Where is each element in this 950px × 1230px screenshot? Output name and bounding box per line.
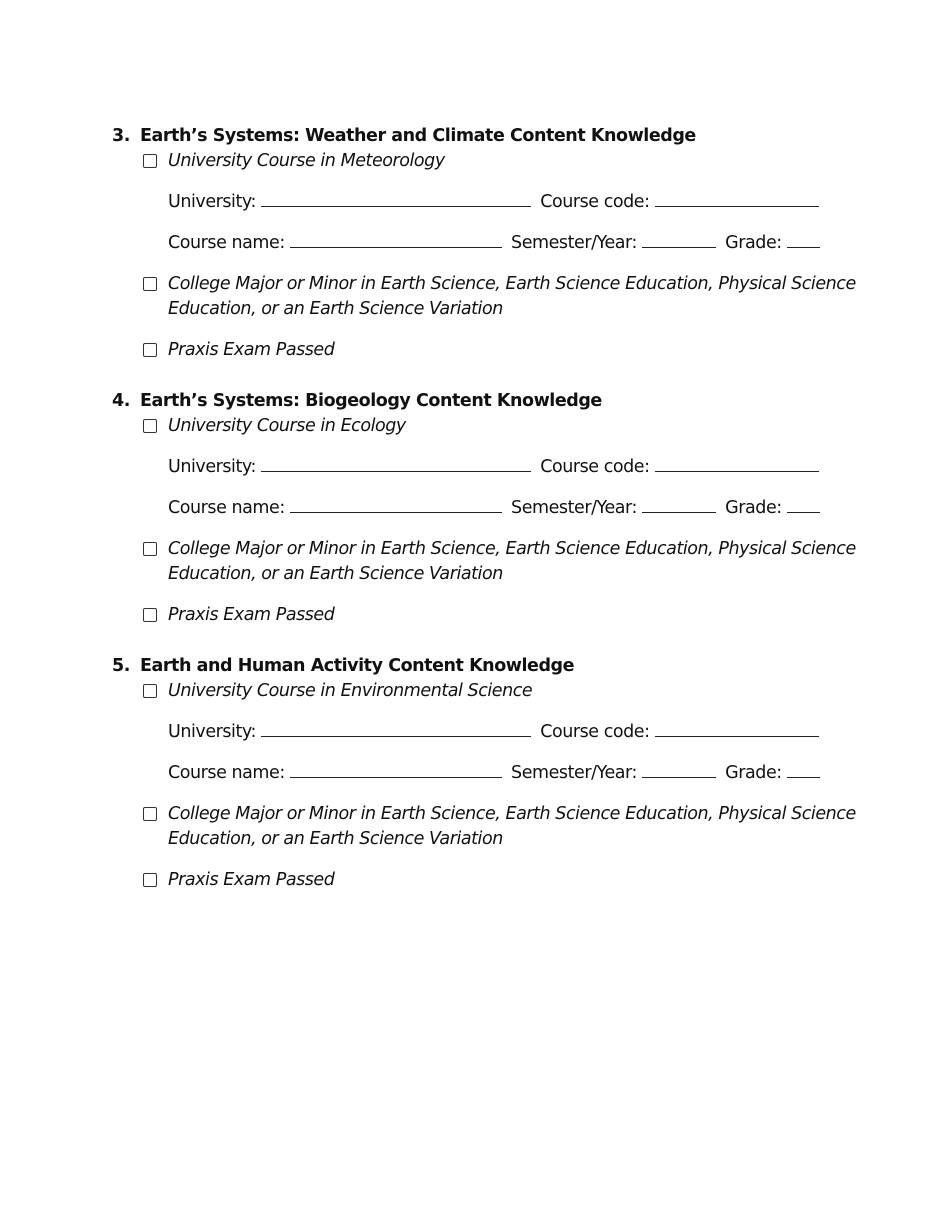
major-option-row (112, 802, 872, 852)
university-label: University: (168, 192, 256, 212)
university-fields-row (112, 190, 872, 215)
major-option-row (112, 272, 872, 322)
semester-year-label: Semester/Year: (511, 763, 637, 783)
course-option-row (112, 149, 872, 174)
course-code-label: Course code: (540, 192, 650, 212)
course-name-label: Course name: (168, 233, 285, 253)
section-5 (112, 654, 872, 893)
university-field[interactable] (261, 455, 531, 472)
section-heading (112, 389, 872, 414)
course-option-label: University Course in Environmental Science (168, 681, 533, 701)
course-name-field[interactable] (290, 231, 502, 248)
praxis-option-label: Praxis Exam Passed (168, 340, 335, 360)
grade-label: Grade: (725, 498, 782, 518)
section-number: 5. (112, 656, 130, 676)
grade-field[interactable] (787, 496, 820, 513)
course-option-row (112, 679, 872, 704)
major-option-label: College Major or Minor in Earth Science, Earth Science Education, Physical Science Education, or an Earth Science Variation (168, 274, 856, 319)
major-option-label: College Major or Minor in Earth Science, Earth Science Education, Physical Science Education, or an Earth Science Variation (168, 539, 856, 584)
course-code-field[interactable] (655, 190, 819, 207)
praxis-option-row (112, 603, 872, 628)
course-name-fields-row (112, 496, 872, 521)
semester-year-label: Semester/Year: (511, 233, 637, 253)
course-code-field[interactable] (655, 720, 819, 737)
section-title: Earth and Human Activity Content Knowledge (140, 656, 575, 676)
section-heading (112, 124, 872, 149)
section-title: Earth’s Systems: Weather and Climate Content Knowledge (140, 126, 696, 146)
grade-label: Grade: (725, 233, 782, 253)
course-code-label: Course code: (540, 722, 650, 742)
major-checkbox[interactable] (143, 542, 157, 556)
university-fields-row (112, 455, 872, 480)
praxis-option-label: Praxis Exam Passed (168, 870, 335, 890)
university-label: University: (168, 457, 256, 477)
course-checkbox[interactable] (143, 154, 157, 168)
major-checkbox[interactable] (143, 807, 157, 821)
university-field[interactable] (261, 190, 531, 207)
university-fields-row (112, 720, 872, 745)
major-option-label: College Major or Minor in Earth Science, Earth Science Education, Physical Science Education, or an Earth Science Variation (168, 804, 856, 849)
praxis-option-label: Praxis Exam Passed (168, 605, 335, 625)
section-title: Earth’s Systems: Biogeology Content Knowledge (140, 391, 602, 411)
major-option-row (112, 537, 872, 587)
university-field[interactable] (261, 720, 531, 737)
semester-year-field[interactable] (642, 231, 716, 248)
section-heading (112, 654, 872, 679)
course-name-label: Course name: (168, 763, 285, 783)
course-name-fields-row (112, 231, 872, 256)
semester-year-label: Semester/Year: (511, 498, 637, 518)
section-3 (112, 124, 872, 363)
course-option-label: University Course in Meteorology (168, 151, 445, 171)
course-name-field[interactable] (290, 496, 502, 513)
grade-field[interactable] (787, 761, 820, 778)
course-option-row (112, 414, 872, 439)
course-checkbox[interactable] (143, 684, 157, 698)
praxis-option-row (112, 338, 872, 363)
course-name-field[interactable] (290, 761, 502, 778)
course-option-label: University Course in Ecology (168, 416, 406, 436)
course-checkbox[interactable] (143, 419, 157, 433)
course-code-field[interactable] (655, 455, 819, 472)
praxis-checkbox[interactable] (143, 608, 157, 622)
grade-field[interactable] (787, 231, 820, 248)
section-number: 3. (112, 126, 130, 146)
grade-label: Grade: (725, 763, 782, 783)
section-4 (112, 389, 872, 628)
praxis-option-row (112, 868, 872, 893)
course-name-fields-row (112, 761, 872, 786)
university-label: University: (168, 722, 256, 742)
semester-year-field[interactable] (642, 761, 716, 778)
praxis-checkbox[interactable] (143, 343, 157, 357)
praxis-checkbox[interactable] (143, 873, 157, 887)
course-name-label: Course name: (168, 498, 285, 518)
section-number: 4. (112, 391, 130, 411)
major-checkbox[interactable] (143, 277, 157, 291)
semester-year-field[interactable] (642, 496, 716, 513)
course-code-label: Course code: (540, 457, 650, 477)
